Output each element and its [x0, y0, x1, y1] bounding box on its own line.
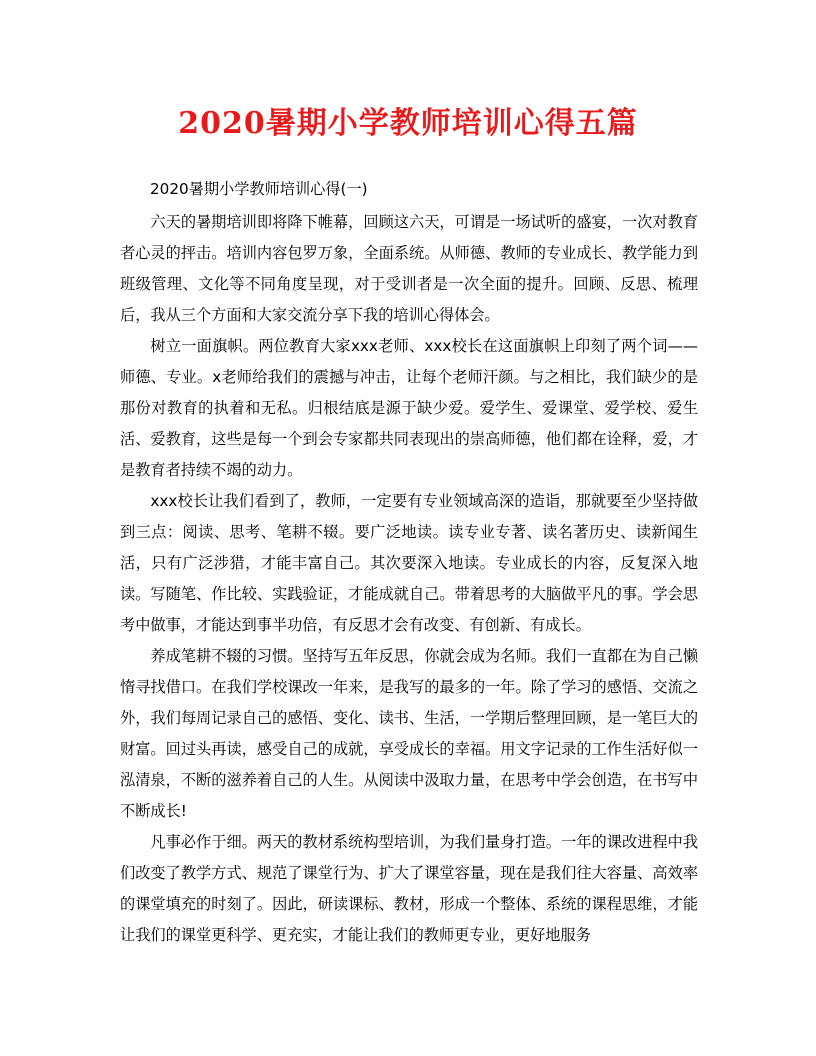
section-heading: 2020暑期小学教师培训心得(一) [150, 180, 368, 198]
document-body [120, 174, 698, 951]
paragraph: 养成笔耕不辍的习惯。坚持写五年反思，你就会成为名师。我们一直都在为自己懒惰寻找借口。在我们学校课改一年来，是我写的最多的一年。除了学习的感悟、交流之外，我们每周记录自己的感悟、变化、读书、生活，一学期后整理回顾，是一笔巨大的财富。回过头再读，感受自己的成就，享受成长的幸福。用文字记录的工作生活好似一泓清泉，不断的滋养着自己的人生。从阅读中汲取力量，在思考中学会创造，在书写中不断成长! [120, 647, 698, 820]
paragraph: xxx校长让我们看到了，教师，一定要有专业领域高深的造诣，那就要至少坚持做到三点：阅读、思考、笔耕不辍。要广泛地读。读专业专著、读名著历史、读新闻生活，只有广泛涉猎，才能丰富自己。其次要深入地读。专业成长的内容，反复深入地读。写随笔、作比较、实践验证，才能成就自己。带着思考的大脑做平凡的事。学会思考中做事，才能达到事半功倍，有反思才会有改变、有创新、有成长。 [120, 492, 698, 634]
document-title: 2020暑期小学教师培训心得五篇 [178, 106, 638, 141]
paragraph: 六天的暑期培训即将降下帷幕，回顾这六天，可谓是一场试听的盛宴，一次对教育者心灵的抨击。培训内容包罗万象，全面系统。从师德、教师的专业成长、教学能力到班级管理、文化等不同角度呈现，对于受训者是一次全面的提升。回顾、反思、梳理后，我从三个方面和大家交流分享下我的培训心得体会。 [120, 213, 698, 324]
paragraph: 凡事必作于细。两天的教材系统构型培训，为我们量身打造。一年的课改进程中我们改变了教学方式、规范了课堂行为、扩大了课堂容量，现在是我们往大容量、高效率的课堂填充的时刻了。因此，研读课标、教材，形成一个整体、系统的课程思维，才能让我们的课堂更科学、更充实，才能让我们的教师更专业，更好地服务 [120, 833, 698, 944]
paragraph: 树立一面旗帜。两位教育大家xxx老师、xxx校长在这面旗帜上印刻了两个词——师德、专业。x老师给我们的震撼与冲击，让每个老师汗颜。与之相比，我们缺少的是那份对教育的执着和无私。归根结底是源于缺少爱。爱学生、爱课堂、爱学校、爱生活、爱教育，这些是每一个到会专家都共同表现出的崇高师德，他们都在诠释，爱，才是教育者持续不竭的动力。 [120, 337, 698, 479]
